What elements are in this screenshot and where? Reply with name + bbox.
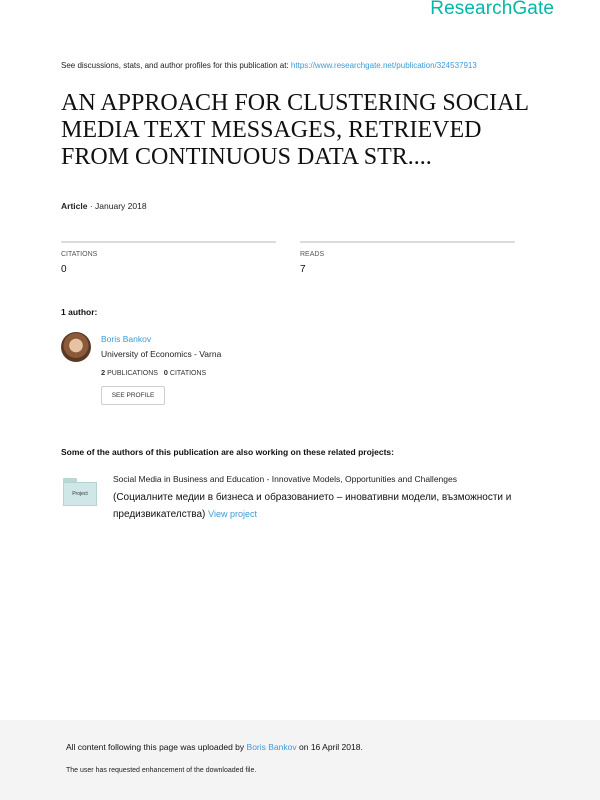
publication-date: · January 2018 <box>89 201 147 211</box>
reads-stat <box>300 241 515 275</box>
see-profile-button[interactable]: SEE PROFILE <box>101 386 165 405</box>
project-subtitle: (Социалните медии в бизнеса и образованието – иновативни модели, възможности и предизвикателства) <box>113 492 512 520</box>
publication-title: AN APPROACH FOR CLUSTERING SOCIAL MEDIA TEXT MESSAGES, RETRIEVED FROM CONTINUOUS DATA STR.... <box>61 90 529 170</box>
reads-divider <box>300 241 515 243</box>
footer <box>0 720 600 800</box>
authors-heading: 1 author: <box>61 307 98 317</box>
discussions-text: See discussions, stats, and author profiles for this publication at: <box>61 61 289 70</box>
discussions-line <box>61 61 477 70</box>
upload-prefix: All content following this page was uploaded by <box>66 742 245 752</box>
author-citations-count: 0 <box>163 368 168 377</box>
author-citations-label: CITATIONS <box>169 370 207 377</box>
reads-value: 7 <box>300 264 306 275</box>
citations-divider <box>61 241 276 243</box>
citations-label: CITATIONS <box>61 251 98 258</box>
author-publications-label: PUBLICATIONS <box>107 370 158 377</box>
view-project-link[interactable]: View project <box>208 509 258 519</box>
citations-stat <box>61 241 276 275</box>
reads-label: READS <box>300 251 325 258</box>
publication-type: Article <box>61 201 88 211</box>
related-projects-heading: Some of the authors of this publication are also working on these related projects: <box>61 447 394 457</box>
upload-suffix: on 16 April 2018. <box>299 742 363 752</box>
enhancement-notice: The user has requested enhancement of the downloaded file. <box>66 767 257 774</box>
project-icon-label: Project <box>63 482 97 506</box>
project-title: Social Media in Business and Education - Innovative Models, Opportunities and Challenges <box>113 474 457 484</box>
author-publications-count: 2 <box>101 368 106 377</box>
upload-notice <box>66 742 363 752</box>
publication-url-link[interactable]: https://www.researchgate.net/publication/324537913 <box>290 61 477 70</box>
author-name-link[interactable]: Boris Bankov <box>101 334 152 344</box>
author-stats <box>101 368 206 377</box>
author-avatar[interactable] <box>61 332 91 362</box>
researchgate-logo[interactable]: ResearchGate <box>430 0 554 19</box>
citations-value: 0 <box>61 264 67 275</box>
project-subtitle-block <box>113 489 533 523</box>
uploader-link[interactable]: Boris Bankov <box>246 742 297 752</box>
project-folder-icon <box>63 478 97 506</box>
publication-meta <box>61 201 147 211</box>
author-institution: University of Economics - Varna <box>101 349 222 359</box>
